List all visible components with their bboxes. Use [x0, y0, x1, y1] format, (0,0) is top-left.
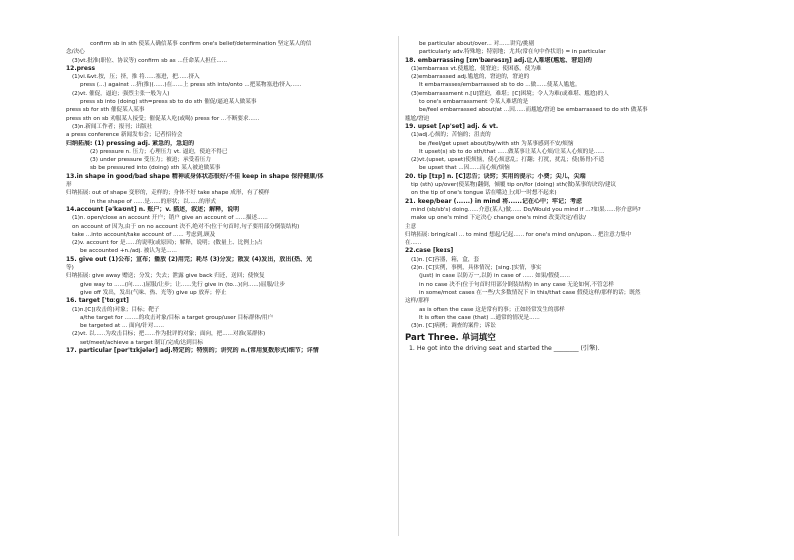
- left-text-line: 归纳拓展: out of shape 变形的，走样的；身体不好 take shape 成形，有了模样: [66, 190, 270, 197]
- right-text-line: 主意: [405, 223, 417, 230]
- left-text-line: set/meet/achieve a target 制订/完成/达到目标: [80, 339, 203, 346]
- right-text-line: It upset(s) sb to do sth/that ......做某事让某人心烦/让某人心烦的是......: [419, 148, 605, 155]
- right-text-line: (1)adj.心烦的；苦恼的；沮丧的: [411, 132, 491, 139]
- left-text-line: (3)n.新闻工作者；报刊；出版社: [72, 123, 153, 130]
- left-text-line: a/the target for ........的攻击对象/目标 a target group/user 目标群体/用户: [80, 314, 274, 321]
- right-text-line: be /feel/get upset about/by/with sth 为某事感到不安/烦恼: [419, 140, 574, 147]
- left-text-line: in the shape of ......是......的形状；以......的形式: [90, 198, 217, 205]
- right-text-line: (just) in case 以防万一,以防 in case of ...... 如果/假使......: [419, 273, 571, 280]
- right-text-line: make up one's mind 下定决心 change one's mind 改变决定/看法/: [411, 215, 586, 222]
- left-text-line: (2)vt. 催促，逼迫；强烈主张一般为人): [72, 90, 170, 97]
- left-text-line: give way to ......(向......)屈服/让步；让......先行 give in (to...)(向......)屈服/让步: [80, 281, 286, 288]
- left-text-line: press (...) against ...挤(推)(......)在......上 press sth into/onto ...把某物塞进/挤入......: [80, 82, 302, 89]
- right-text-line: (1)embarrass vt.使尴尬，使窘迫；使困惑，使为难: [411, 65, 542, 72]
- left-text-line: confirm sb in sth 使某人确信某事 confirm one's belief/determination 坚定某人的信: [90, 41, 312, 47]
- left-text-line: take ...into account/take account of ...... 考虑到,顾及: [72, 231, 216, 238]
- left-text-line: be accounted +n./adj. 被认为是......: [80, 248, 177, 255]
- left-text-line: 12.press: [66, 64, 96, 72]
- left-text-line: 等): [66, 265, 74, 272]
- question-1: 1. He got into the driving seat and started the ________ (引擎).: [409, 345, 600, 353]
- left-text-line: (1)vi.&vt.按，压；挤，推 将......塞进，把......挤入: [72, 74, 200, 81]
- right-text-line: mind (sb/sb's) doing......介意(某人)做...... Do/Would you mind if ...?如果......你介意吗?: [411, 206, 641, 213]
- left-text-line: 归纳拓展: (1) pressing adj. 紧急的，急迫的: [66, 139, 195, 147]
- right-text-line: as is often the case 这是常有的事；正如经常发生的那样: [419, 306, 565, 313]
- right-text-line: 在......: [405, 240, 422, 247]
- part-three-heading: Part Three. 单词填空: [405, 333, 496, 344]
- right-text-line: 20. tip [tɪp] n. [C]忠告；诀窍；实用的提示；小费；尖儿，尖端: [405, 172, 586, 180]
- left-text-line: 16. target ['tɑːɡɪt]: [66, 297, 129, 305]
- right-text-line: (2)embarrassed adj.尴尬的，窘迫的，窘迫的: [411, 74, 530, 81]
- left-text-line: (1)n.[C](攻击的)对象；目标；靶子: [72, 306, 160, 313]
- right-text-line: in some/most cases 在一些/大多数情况下 in this/that case 假使这样/那样的话；既然: [419, 289, 641, 296]
- right-text-line: in no case 决不(位于句首时用部分倒装结构) in any case 无论如何,不管怎样: [419, 281, 614, 288]
- right-text-line: 19. upset [ʌp'set] adj. & vt.: [405, 122, 499, 130]
- right-text-line: be upset that ...因......而心烦/烦恼: [419, 165, 510, 172]
- left-text-line: (2) pressure n. 压力；心理压力 vt. 逼迫，使迫不得已: [90, 148, 228, 155]
- right-text-line: (1)n. [C]容器，箱，盒，套: [411, 256, 480, 263]
- left-text-line: 17. particular [pər'tɪkjələr] adj.特定的；特别的；讲究的 n.(常用复数形式)细节；详情: [66, 346, 319, 354]
- left-text-line: 14.account [ə'kaʊnt] n. 账户；v. 描述，叙述；解释，说明: [66, 205, 240, 213]
- right-text-line: 这样/那样: [405, 298, 430, 305]
- right-text-line: 22.case [keɪs]: [405, 247, 454, 255]
- left-text-line: (1)n. open/close an account 开户；销户 give an account of ......描述......: [72, 215, 268, 222]
- left-text-line: (3)vt.批准(职位、协议等) confirm sb as ...任命某人担任......: [72, 57, 228, 64]
- right-text-line: to one's embarrassment 令某人难堪的是: [419, 99, 529, 106]
- right-text-line: be particular about/over... 对......讲究/挑剔: [419, 41, 535, 47]
- right-text-line: It is often the case (that) ...通常的情况是......: [419, 314, 540, 321]
- right-text-line: 尴尬/窘迫: [405, 115, 430, 122]
- left-column: [66, 40, 446, 355]
- left-text-line: press sth on sb 劝服某人接受；催促某人吃(或喝) press for ...不断要求......: [66, 115, 260, 122]
- left-text-line: 归纳拓展: give away 赠送；分发；失去；泄露 give back 归还，送回；使恢复: [66, 273, 265, 280]
- right-column: [405, 40, 787, 353]
- right-text-line: 18. embarrassing [ɪm'bærəsɪŋ] adj.让人难堪(尴尬、窘迫)的: [405, 56, 593, 64]
- right-text-line: particularly adv.特殊地；特别地；尤其(常在句中作状语) = in particular: [419, 49, 606, 56]
- right-text-line: tip (sth) up/over(使某物)翻倒，倾覆 tip on/for (doing) sth(做)某事的诀窍/建议: [411, 182, 617, 189]
- column-divider: [398, 36, 399, 536]
- left-text-line: (2)vt. 以......为攻击目标；把......作为批评的对象；面向，把......对准(某群体): [72, 331, 266, 338]
- left-text-line: be targeted at ... 面向/针对......: [80, 323, 164, 330]
- left-text-line: press sb for sth 催促某人某事: [66, 107, 145, 114]
- right-text-line: 21. keep/bear (......) in mind 将......记在心中；牢记；考虑: [405, 197, 582, 205]
- left-text-line: sb be pressured into (doing) sth 某人被迫做某事: [90, 165, 221, 172]
- right-text-line: 归纳拓展: bring/call ... to mind 想起/记起...... for one's mind on/upon... 把注意力集中: [405, 231, 632, 238]
- right-text-line: (3)n. [C]病例；调查的案件；诉讼: [411, 323, 496, 330]
- right-text-line: on the tip of one's tongue 话在嘴边上(却一时想不起来): [411, 190, 557, 197]
- right-column-lines: [405, 40, 787, 330]
- left-text-line: 15. give out (1)公布；宣布；播放 (2)用完；耗尽 (3)分发；散发 (4)发出，放出(热、光: [66, 255, 313, 263]
- left-text-line: press sb into (doing) sth=press sb to do sth 催促/逼迫某人做某事: [80, 99, 257, 106]
- right-text-line: be/feel embarrassed about/at ...因......而尴尬/窘迫 be embarrassed to do sth 做某事: [419, 107, 648, 114]
- right-text-line: (2)n. [C]实例，事例，具体情况；[sing.]实情，事实: [411, 265, 542, 272]
- left-text-line: on account of 因为,由于 on no account 决不,绝对不(位于句首时,句子要用部分倒装结构): [72, 223, 300, 230]
- left-text-line: (3) under pressure 受压力；被迫；承受着压力: [90, 157, 211, 164]
- right-text-line: (3)embarrassment n.[U]窘迫，难堪；[C]困境；令人为难(或难堪、尴尬)的人: [411, 90, 609, 97]
- left-text-line: 念/决心: [66, 49, 85, 56]
- left-text-line: give off 发出，发出(气味、热、光等) give up 放弃；停止: [80, 289, 227, 296]
- right-text-line: It embarrasses/embarrassed sb to do ...做......使某人尴尬。: [419, 82, 581, 89]
- left-text-line: (2)v. account for 是......的说明(或原因)；解释，说明；(数量上、比例上)占: [72, 240, 263, 247]
- left-text-line: 形: [66, 182, 72, 189]
- left-text-line: a press conference 新闻发布会；记者招待会: [66, 132, 183, 139]
- right-text-line: (2)vt.(upset, upset)使烦恼，使心烦意乱；打翻；打扰，扰乱；使(肠胃)不适: [411, 157, 605, 164]
- left-text-line: 13.in shape in good/bad shape 精神或身体状态很好/不佳 keep in shape 保持健康/体: [66, 172, 324, 180]
